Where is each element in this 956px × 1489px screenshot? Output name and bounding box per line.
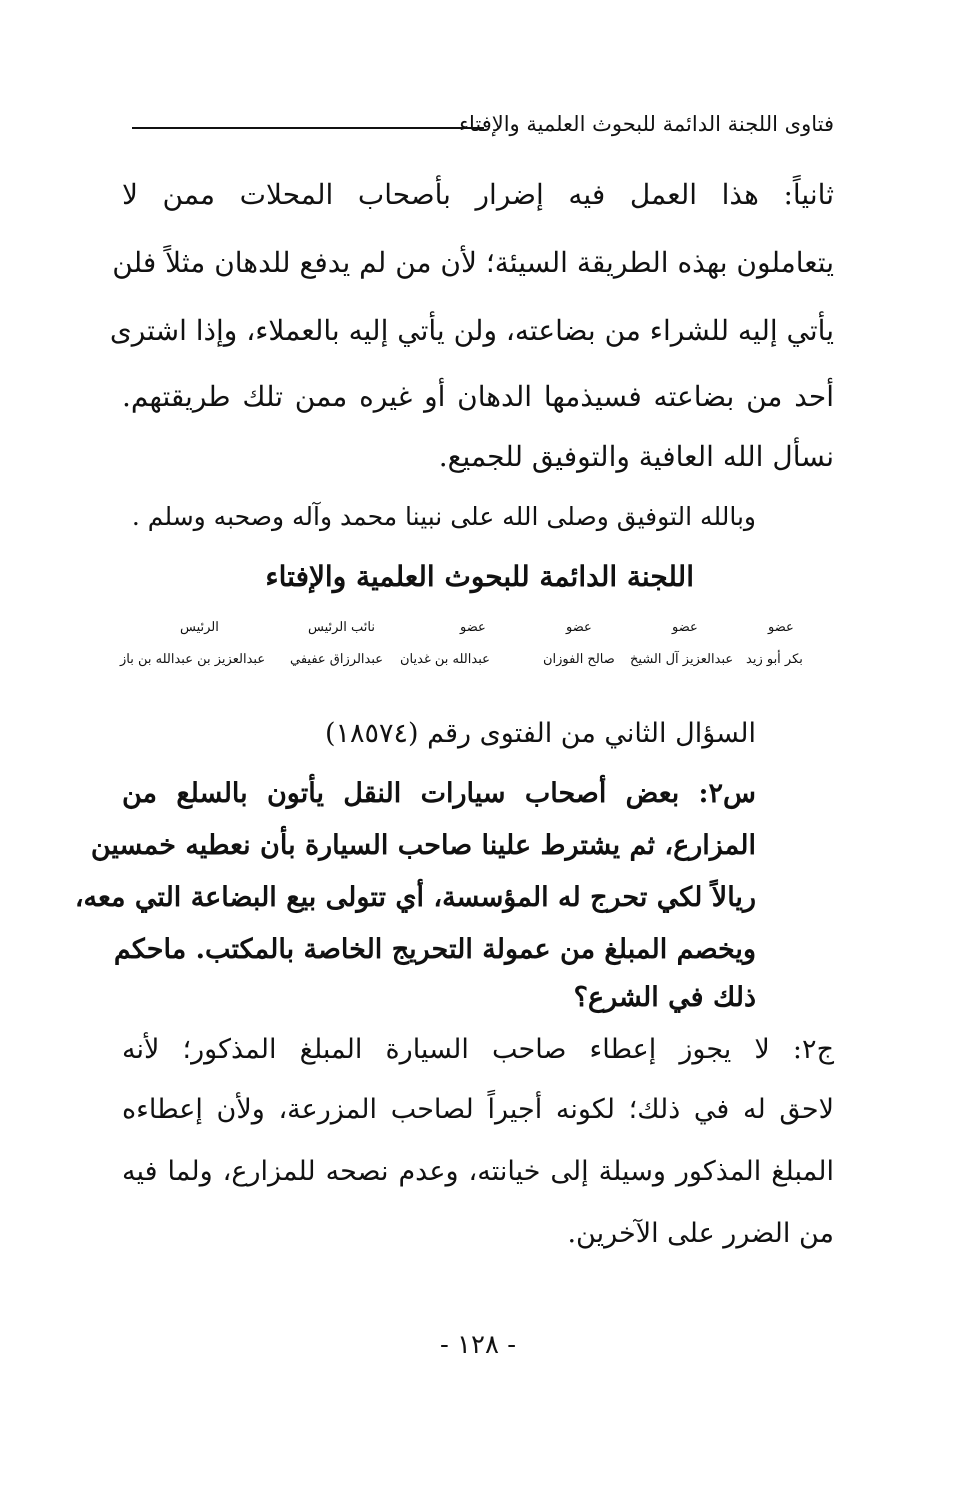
header-rule <box>132 127 484 129</box>
signatory-name: عبدالرزاق عفيفي <box>290 652 384 667</box>
answer-line: لاحق له في ذلك؛ لكونه أجيراً لصاحب المزرعة، ولأن إعطاءه <box>122 1094 834 1125</box>
signatory-name: بكر أبو زيد <box>746 652 803 667</box>
question-line: ريالاً لكي تحرج له المؤسسة، أي تتولى بيع البضاعة التي معه، <box>74 882 756 913</box>
signatory-role: نائب الرئيس <box>308 620 375 635</box>
answer-line: من الضرر على الآخرين. <box>567 1218 834 1249</box>
question-line: ويخصم المبلغ من عمولة التحريج الخاصة بالمكتب. ماحكم <box>113 934 756 965</box>
signatory-role: الرئيس <box>180 620 219 635</box>
answer-line: ج٢: لا يجوز إعطاء صاحب السيارة المبلغ المذكور؛ لأنه <box>122 1034 834 1065</box>
signatory-role: عضو <box>672 620 698 635</box>
closing-line: نسأل الله العافية والتوفيق للجميع. <box>438 440 834 473</box>
body-line: يأتي إليه للشراء من بضاعته، ولن يأتي إليه بالعملاء، وإذا اشترى <box>109 314 834 347</box>
page-number: - ١٢٨ - <box>439 1330 517 1360</box>
question-heading: السؤال الثاني من الفتوى رقم (١٨٥٧٤) <box>324 718 756 749</box>
signatory-name: عبدالله بن غديان <box>400 652 490 667</box>
committee-title: اللجنة الدائمة للبحوث العلمية والإفتاء <box>265 560 694 593</box>
answer-line: المبلغ المذكور وسيلة إلى خيانته، وعدم نصحه للمزارع، ولما فيه <box>122 1156 834 1187</box>
signatory-name: عبدالعزيز آل الشيخ <box>630 652 734 667</box>
body-line: ثانياً: هذا العمل فيه إضرار بأصحاب المحلات ممن لا <box>122 178 834 211</box>
signatory-role: عضو <box>768 620 794 635</box>
body-line: أحد من بضاعته فسيذمها الدهان أو غيره ممن تلك طريقتهم. <box>122 380 834 413</box>
signatory-role: عضو <box>566 620 592 635</box>
signatory-role: عضو <box>460 620 486 635</box>
blessing-line: وبالله التوفيق وصلى الله على نبينا محمد وآله وصحبه وسلم . <box>131 502 756 531</box>
question-line: س٢: بعض أصحاب سيارات النقل يأتون بالسلع من <box>122 778 756 809</box>
signatory-name: عبدالعزيز بن عبدالله بن باز <box>120 652 266 667</box>
question-line: المزارع، ثم يشترط علينا صاحب السيارة بأن نعطيه خمسين <box>90 830 756 861</box>
signatory-name: صالح الفوزان <box>543 652 615 667</box>
body-line: يتعاملون بهذه الطريقة السيئة؛ لأن من لم يدفع للدهان مثلاً فلن <box>112 246 834 279</box>
running-header: فتاوى اللجنة الدائمة للبحوث العلمية والإفتاء <box>459 112 834 136</box>
question-line: ذلك في الشرع؟ <box>573 982 756 1013</box>
